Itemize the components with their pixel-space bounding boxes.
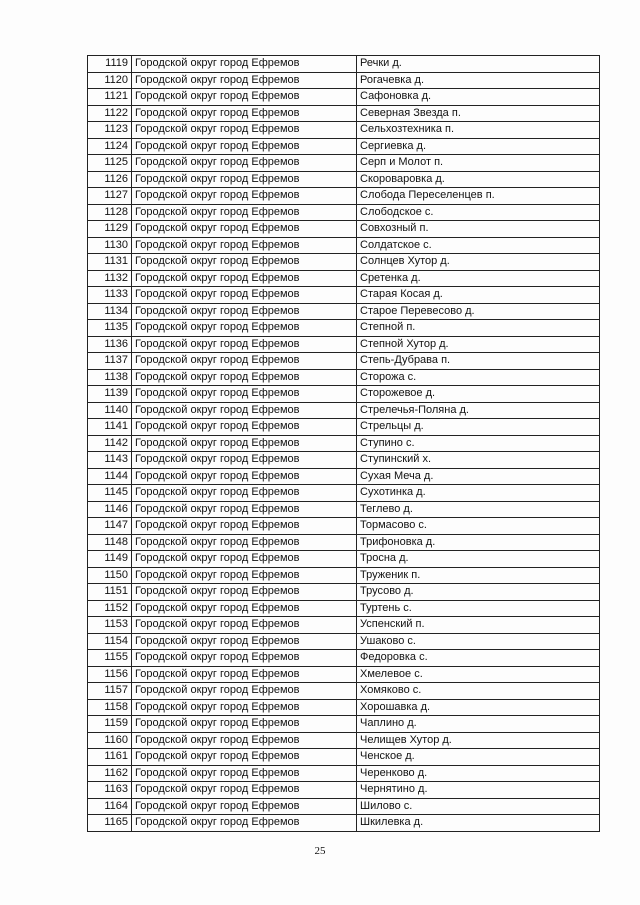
page-number: 25 xyxy=(314,845,326,857)
table-row xyxy=(88,254,600,271)
row-number-cell: 1136 xyxy=(88,336,132,353)
municipality-cell: Городской округ город Ефремов xyxy=(132,402,357,419)
municipality-cell: Городской округ город Ефремов xyxy=(132,353,357,370)
table-row xyxy=(88,501,600,518)
table-row xyxy=(88,485,600,502)
row-number-cell: 1124 xyxy=(88,138,132,155)
municipality-cell: Городской округ город Ефремов xyxy=(132,56,357,73)
settlement-cell: Сафоновка д. xyxy=(357,89,600,106)
municipality-cell: Городской округ город Ефремов xyxy=(132,600,357,617)
table-row xyxy=(88,171,600,188)
settlement-cell: Совхозный п. xyxy=(357,221,600,238)
table-row xyxy=(88,534,600,551)
municipality-cell: Городской округ город Ефремов xyxy=(132,683,357,700)
row-number-cell: 1165 xyxy=(88,815,132,832)
table-row xyxy=(88,600,600,617)
row-number-cell: 1151 xyxy=(88,584,132,601)
municipality-cell: Городской округ город Ефремов xyxy=(132,155,357,172)
table-row xyxy=(88,782,600,799)
row-number-cell: 1134 xyxy=(88,303,132,320)
municipality-cell: Городской округ город Ефремов xyxy=(132,188,357,205)
table-row xyxy=(88,584,600,601)
settlement-cell: Федоровка с. xyxy=(357,650,600,667)
row-number-cell: 1152 xyxy=(88,600,132,617)
settlement-cell: Трусово д. xyxy=(357,584,600,601)
row-number-cell: 1127 xyxy=(88,188,132,205)
municipality-cell: Городской округ город Ефремов xyxy=(132,204,357,221)
table-row xyxy=(88,749,600,766)
settlement-cell: Солнцев Хутор д. xyxy=(357,254,600,271)
settlement-cell: Сухотинка д. xyxy=(357,485,600,502)
municipality-cell: Городской округ город Ефремов xyxy=(132,518,357,535)
row-number-cell: 1158 xyxy=(88,699,132,716)
table-row xyxy=(88,617,600,634)
row-number-cell: 1144 xyxy=(88,468,132,485)
row-number-cell: 1129 xyxy=(88,221,132,238)
municipality-cell: Городской округ город Ефремов xyxy=(132,419,357,436)
municipality-cell: Городской округ город Ефремов xyxy=(132,369,357,386)
municipality-cell: Городской округ город Ефремов xyxy=(132,650,357,667)
table-row xyxy=(88,56,600,73)
row-number-cell: 1141 xyxy=(88,419,132,436)
municipality-cell: Городской округ город Ефремов xyxy=(132,551,357,568)
settlements-table xyxy=(87,55,600,832)
table-row xyxy=(88,188,600,205)
table-row xyxy=(88,633,600,650)
row-number-cell: 1128 xyxy=(88,204,132,221)
row-number-cell: 1149 xyxy=(88,551,132,568)
table-row xyxy=(88,666,600,683)
settlements-table-body xyxy=(88,56,600,832)
settlement-cell: Солдатское с. xyxy=(357,237,600,254)
table-row xyxy=(88,518,600,535)
settlement-cell: Ушаково с. xyxy=(357,633,600,650)
table-row xyxy=(88,452,600,469)
table-row xyxy=(88,72,600,89)
settlement-cell: Теглево д. xyxy=(357,501,600,518)
table-row xyxy=(88,89,600,106)
row-number-cell: 1150 xyxy=(88,567,132,584)
municipality-cell: Городской округ город Ефремов xyxy=(132,287,357,304)
settlement-cell: Северная Звезда п. xyxy=(357,105,600,122)
settlement-cell: Речки д. xyxy=(357,56,600,73)
municipality-cell: Городской округ город Ефремов xyxy=(132,584,357,601)
row-number-cell: 1154 xyxy=(88,633,132,650)
municipality-cell: Городской округ город Ефремов xyxy=(132,237,357,254)
municipality-cell: Городской округ город Ефремов xyxy=(132,633,357,650)
table-row xyxy=(88,419,600,436)
municipality-cell: Городской округ город Ефремов xyxy=(132,138,357,155)
municipality-cell: Городской округ город Ефремов xyxy=(132,303,357,320)
table-row xyxy=(88,815,600,832)
settlement-cell: Степной п. xyxy=(357,320,600,337)
row-number-cell: 1133 xyxy=(88,287,132,304)
row-number-cell: 1122 xyxy=(88,105,132,122)
row-number-cell: 1123 xyxy=(88,122,132,139)
table-row xyxy=(88,303,600,320)
row-number-cell: 1163 xyxy=(88,782,132,799)
settlement-cell: Слободское с. xyxy=(357,204,600,221)
municipality-cell: Городской округ город Ефремов xyxy=(132,699,357,716)
municipality-cell: Городской округ город Ефремов xyxy=(132,386,357,403)
row-number-cell: 1157 xyxy=(88,683,132,700)
municipality-cell: Городской округ город Ефремов xyxy=(132,716,357,733)
municipality-cell: Городской округ город Ефремов xyxy=(132,171,357,188)
settlement-cell: Тросна д. xyxy=(357,551,600,568)
table-row xyxy=(88,204,600,221)
settlement-cell: Сторожа с. xyxy=(357,369,600,386)
row-number-cell: 1159 xyxy=(88,716,132,733)
settlement-cell: Сергиевка д. xyxy=(357,138,600,155)
row-number-cell: 1126 xyxy=(88,171,132,188)
row-number-cell: 1125 xyxy=(88,155,132,172)
settlement-cell: Хмелевое с. xyxy=(357,666,600,683)
table-row xyxy=(88,369,600,386)
municipality-cell: Городской округ город Ефремов xyxy=(132,72,357,89)
row-number-cell: 1156 xyxy=(88,666,132,683)
settlement-cell: Степной Хутор д. xyxy=(357,336,600,353)
table-row xyxy=(88,551,600,568)
table-row xyxy=(88,336,600,353)
settlement-cell: Успенский п. xyxy=(357,617,600,634)
municipality-cell: Городской округ город Ефремов xyxy=(132,815,357,832)
row-number-cell: 1135 xyxy=(88,320,132,337)
settlement-cell: Чаплино д. xyxy=(357,716,600,733)
municipality-cell: Городской округ город Ефремов xyxy=(132,666,357,683)
table-row xyxy=(88,320,600,337)
table-row xyxy=(88,798,600,815)
row-number-cell: 1143 xyxy=(88,452,132,469)
table-row xyxy=(88,699,600,716)
municipality-cell: Городской округ город Ефремов xyxy=(132,221,357,238)
municipality-cell: Городской округ город Ефремов xyxy=(132,617,357,634)
row-number-cell: 1137 xyxy=(88,353,132,370)
settlement-cell: Ступинский х. xyxy=(357,452,600,469)
municipality-cell: Городской округ город Ефремов xyxy=(132,336,357,353)
row-number-cell: 1155 xyxy=(88,650,132,667)
table-row xyxy=(88,386,600,403)
settlement-cell: Черенково д. xyxy=(357,765,600,782)
table-row xyxy=(88,105,600,122)
settlement-cell: Серп и Молот п. xyxy=(357,155,600,172)
settlement-cell: Сретенка д. xyxy=(357,270,600,287)
municipality-cell: Городской округ город Ефремов xyxy=(132,501,357,518)
municipality-cell: Городской округ город Ефремов xyxy=(132,468,357,485)
table-row xyxy=(88,287,600,304)
settlement-cell: Хорошавка д. xyxy=(357,699,600,716)
municipality-cell: Городской округ город Ефремов xyxy=(132,567,357,584)
settlement-cell: Рогачевка д. xyxy=(357,72,600,89)
settlement-cell: Шкилевка д. xyxy=(357,815,600,832)
table-row xyxy=(88,650,600,667)
municipality-cell: Городской округ город Ефремов xyxy=(132,270,357,287)
settlement-cell: Чернятино д. xyxy=(357,782,600,799)
municipality-cell: Городской округ город Ефремов xyxy=(132,782,357,799)
row-number-cell: 1138 xyxy=(88,369,132,386)
row-number-cell: 1132 xyxy=(88,270,132,287)
table-row xyxy=(88,765,600,782)
municipality-cell: Городской округ город Ефремов xyxy=(132,534,357,551)
municipality-cell: Городской округ город Ефремов xyxy=(132,435,357,452)
row-number-cell: 1142 xyxy=(88,435,132,452)
settlement-cell: Старое Перевесово д. xyxy=(357,303,600,320)
settlement-cell: Старая Косая д. xyxy=(357,287,600,304)
settlement-cell: Степь-Дубрава п. xyxy=(357,353,600,370)
municipality-cell: Городской округ город Ефремов xyxy=(132,122,357,139)
table-row xyxy=(88,122,600,139)
table-row xyxy=(88,138,600,155)
settlement-cell: Скороваровка д. xyxy=(357,171,600,188)
row-number-cell: 1131 xyxy=(88,254,132,271)
settlement-cell: Стрельцы д. xyxy=(357,419,600,436)
settlement-cell: Челищев Хутор д. xyxy=(357,732,600,749)
row-number-cell: 1164 xyxy=(88,798,132,815)
municipality-cell: Городской округ город Ефремов xyxy=(132,765,357,782)
settlement-cell: Ступино с. xyxy=(357,435,600,452)
row-number-cell: 1161 xyxy=(88,749,132,766)
settlement-cell: Сухая Меча д. xyxy=(357,468,600,485)
row-number-cell: 1146 xyxy=(88,501,132,518)
row-number-cell: 1120 xyxy=(88,72,132,89)
table-row xyxy=(88,270,600,287)
row-number-cell: 1130 xyxy=(88,237,132,254)
municipality-cell: Городской округ город Ефремов xyxy=(132,105,357,122)
table-row xyxy=(88,221,600,238)
row-number-cell: 1148 xyxy=(88,534,132,551)
municipality-cell: Городской округ город Ефремов xyxy=(132,732,357,749)
table-row xyxy=(88,435,600,452)
settlement-cell: Хомяково с. xyxy=(357,683,600,700)
row-number-cell: 1162 xyxy=(88,765,132,782)
row-number-cell: 1121 xyxy=(88,89,132,106)
row-number-cell: 1140 xyxy=(88,402,132,419)
settlement-cell: Сельхозтехника п. xyxy=(357,122,600,139)
table-row xyxy=(88,155,600,172)
settlement-cell: Тормасово с. xyxy=(357,518,600,535)
settlement-cell: Туртень с. xyxy=(357,600,600,617)
municipality-cell: Городской округ город Ефремов xyxy=(132,749,357,766)
table-row xyxy=(88,468,600,485)
table-row xyxy=(88,683,600,700)
municipality-cell: Городской округ город Ефремов xyxy=(132,798,357,815)
row-number-cell: 1139 xyxy=(88,386,132,403)
municipality-cell: Городской округ город Ефремов xyxy=(132,452,357,469)
municipality-cell: Городской округ город Ефремов xyxy=(132,320,357,337)
row-number-cell: 1119 xyxy=(88,56,132,73)
table-row xyxy=(88,353,600,370)
municipality-cell: Городской округ город Ефремов xyxy=(132,89,357,106)
settlement-cell: Шилово с. xyxy=(357,798,600,815)
table-row xyxy=(88,237,600,254)
settlement-cell: Трифоновка д. xyxy=(357,534,600,551)
settlement-cell: Труженик п. xyxy=(357,567,600,584)
settlement-cell: Стрелечья-Поляна д. xyxy=(357,402,600,419)
row-number-cell: 1153 xyxy=(88,617,132,634)
municipality-cell: Городской округ город Ефремов xyxy=(132,254,357,271)
municipality-cell: Городской округ город Ефремов xyxy=(132,485,357,502)
settlement-cell: Сторожевое д. xyxy=(357,386,600,403)
row-number-cell: 1160 xyxy=(88,732,132,749)
table-row xyxy=(88,732,600,749)
settlement-cell: Ченское д. xyxy=(357,749,600,766)
table-row xyxy=(88,716,600,733)
row-number-cell: 1145 xyxy=(88,485,132,502)
settlement-cell: Слобода Переселенцев п. xyxy=(357,188,600,205)
table-row xyxy=(88,402,600,419)
row-number-cell: 1147 xyxy=(88,518,132,535)
table-row xyxy=(88,567,600,584)
